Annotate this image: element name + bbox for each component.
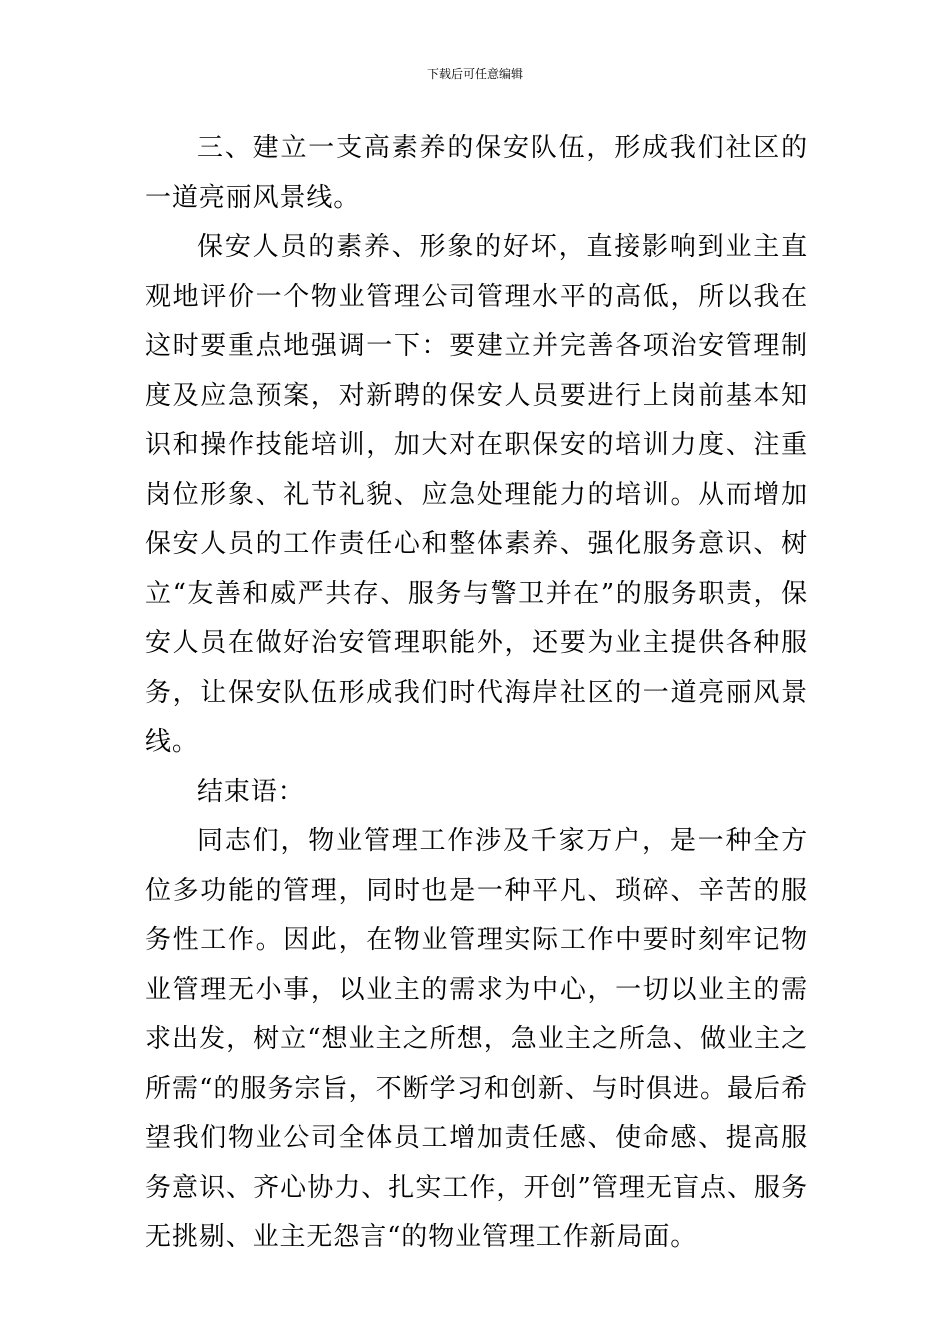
page-header: 下载后可任意编辑 xyxy=(426,67,523,81)
paragraph-closing-remarks: 同志们，物业管理工作涉及千家万户，是一种全方位多功能的管理，同时也是一种平凡、琐碎、辛苦的服务性工作。因此，在物业管理实际工作中要时刻牢记物业管理无小事，以业主的需求为中心，一切以业主的需求出发，树立“想业主之所想，急业主之所急、做业主之所需“的服务宗旨，不断学习和创新、与时俱进。最后希望我们物业公司全体员工增加责任感、使命感、提高服务意识、齐心协力、扎实工作，开创”管理无盲点、服务无挑剔、业主无怨言“的物业管理工作新局面。 xyxy=(145,826,808,1252)
paragraph-security-staff: 保安人员的素养、形象的好坏，直接影响到业主直观地评价一个物业管理公司管理水平的高低，所以我在这时要重点地强调一下：要建立并完善各项治安管理制度及应急预案，对新聘的保安人员要进行上岗前基本知识和操作技能培训，加大对在职保安的培训力度、注重岗位形象、礼节礼貌、应急处理能力的培训。从而增加保安人员的工作责任心和整体素养、强化服务意识、树立“友善和威严共存、服务与警卫并在”的服务职责，保安人员在做好治安管理职能外，还要为业主提供各种服务，让保安队伍形成我们时代海岸社区的一道亮丽风景线。 xyxy=(145,232,808,757)
document-body xyxy=(145,124,808,1263)
paragraph-section-three-heading: 三、建立一支高素养的保安队伍，形成我们社区的一道亮丽风景线。 xyxy=(145,133,808,213)
paragraph-closing-label: 结束语： xyxy=(197,776,305,807)
